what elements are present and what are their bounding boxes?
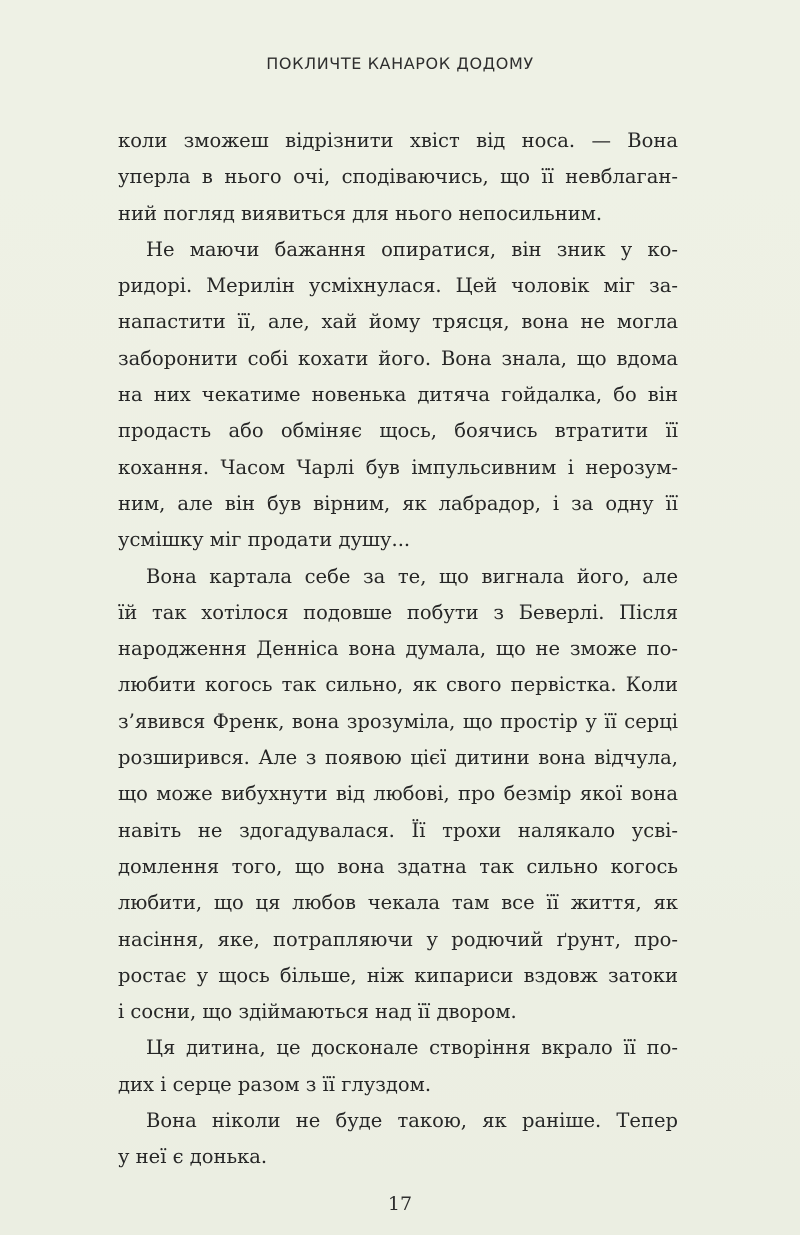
text-line: любити, що ця любов чекала там все її життя, як <box>118 891 678 915</box>
text-line: дих і серце разом з її глуздом. <box>118 1072 432 1096</box>
text-line: з’явився Френк, вона зрозуміла, що простір у її серці <box>118 709 678 733</box>
text-line: усмішку міг продати душу... <box>118 528 411 552</box>
text-line: ний погляд виявиться для нього непосильним. <box>118 201 603 225</box>
text-line: коли зможеш відрізнити хвіст від носа. — Вона <box>118 129 678 152</box>
text-line: уперла в нього очі, сподіваючись, що її невблаган- <box>118 165 678 189</box>
body-text <box>118 123 678 1176</box>
text-line: навіть не здогадувалася. Її трохи налякало усві- <box>118 818 678 842</box>
text-line: їй так хотілося подовше побути з Беверлі. Після <box>118 600 678 624</box>
text-line: народження Денніса вона думала, що не зможе по- <box>118 637 678 661</box>
text-line: ним, але він був вірним, як лабрадор, і за одну її <box>118 491 678 515</box>
text-line: на них чекатиме новенька дитяча гойдалка, бо він <box>118 383 678 407</box>
text-line: домлення того, що вона здатна так сильно когось <box>118 854 678 878</box>
text-line: що може вибухнути від любові, про безмір якої вона <box>118 782 678 806</box>
text-line: любити когось так сильно, як свого первістка. Коли <box>118 673 678 697</box>
text-line: ридорі. Мерилін усміхнулася. Цей чоловік міг за- <box>118 274 678 298</box>
text-line: напастити її, але, хай йому трясця, вона не могла <box>118 310 678 334</box>
text-line: ростає у щось більше, ніж кипариси вздовж затоки <box>118 963 678 987</box>
text-line: розширився. Але з появою цієї дитини вона відчула, <box>118 746 678 770</box>
text-line: заборонити собі кохати його. Вона знала, що вдома <box>118 346 678 370</box>
text-line: Вона картала себе за те, що вигнала його, але <box>146 564 678 588</box>
text-line: Не маючи бажання опиратися, він зник у ко- <box>146 237 678 261</box>
text-line: і сосни, що здіймаються над її двором. <box>118 1000 517 1024</box>
text-line: насіння, яке, потрапляючи у родючий ґрунт, про- <box>118 927 678 951</box>
text-line: у неї є донька. <box>118 1145 268 1169</box>
text-line: кохання. Часом Чарлі був імпульсивним і нерозум- <box>118 455 678 479</box>
text-line: продасть або обміняє щось, боячись втратити її <box>118 419 678 443</box>
page-number: 17 <box>387 1193 413 1215</box>
running-head: ПОКЛИЧТЕ КАНАРОК ДОДОМУ <box>266 54 534 73</box>
text-line: Вона ніколи не буде такою, як раніше. Тепер <box>146 1109 678 1133</box>
text-line: Ця дитина, це досконале створіння вкрало її по- <box>146 1036 678 1060</box>
